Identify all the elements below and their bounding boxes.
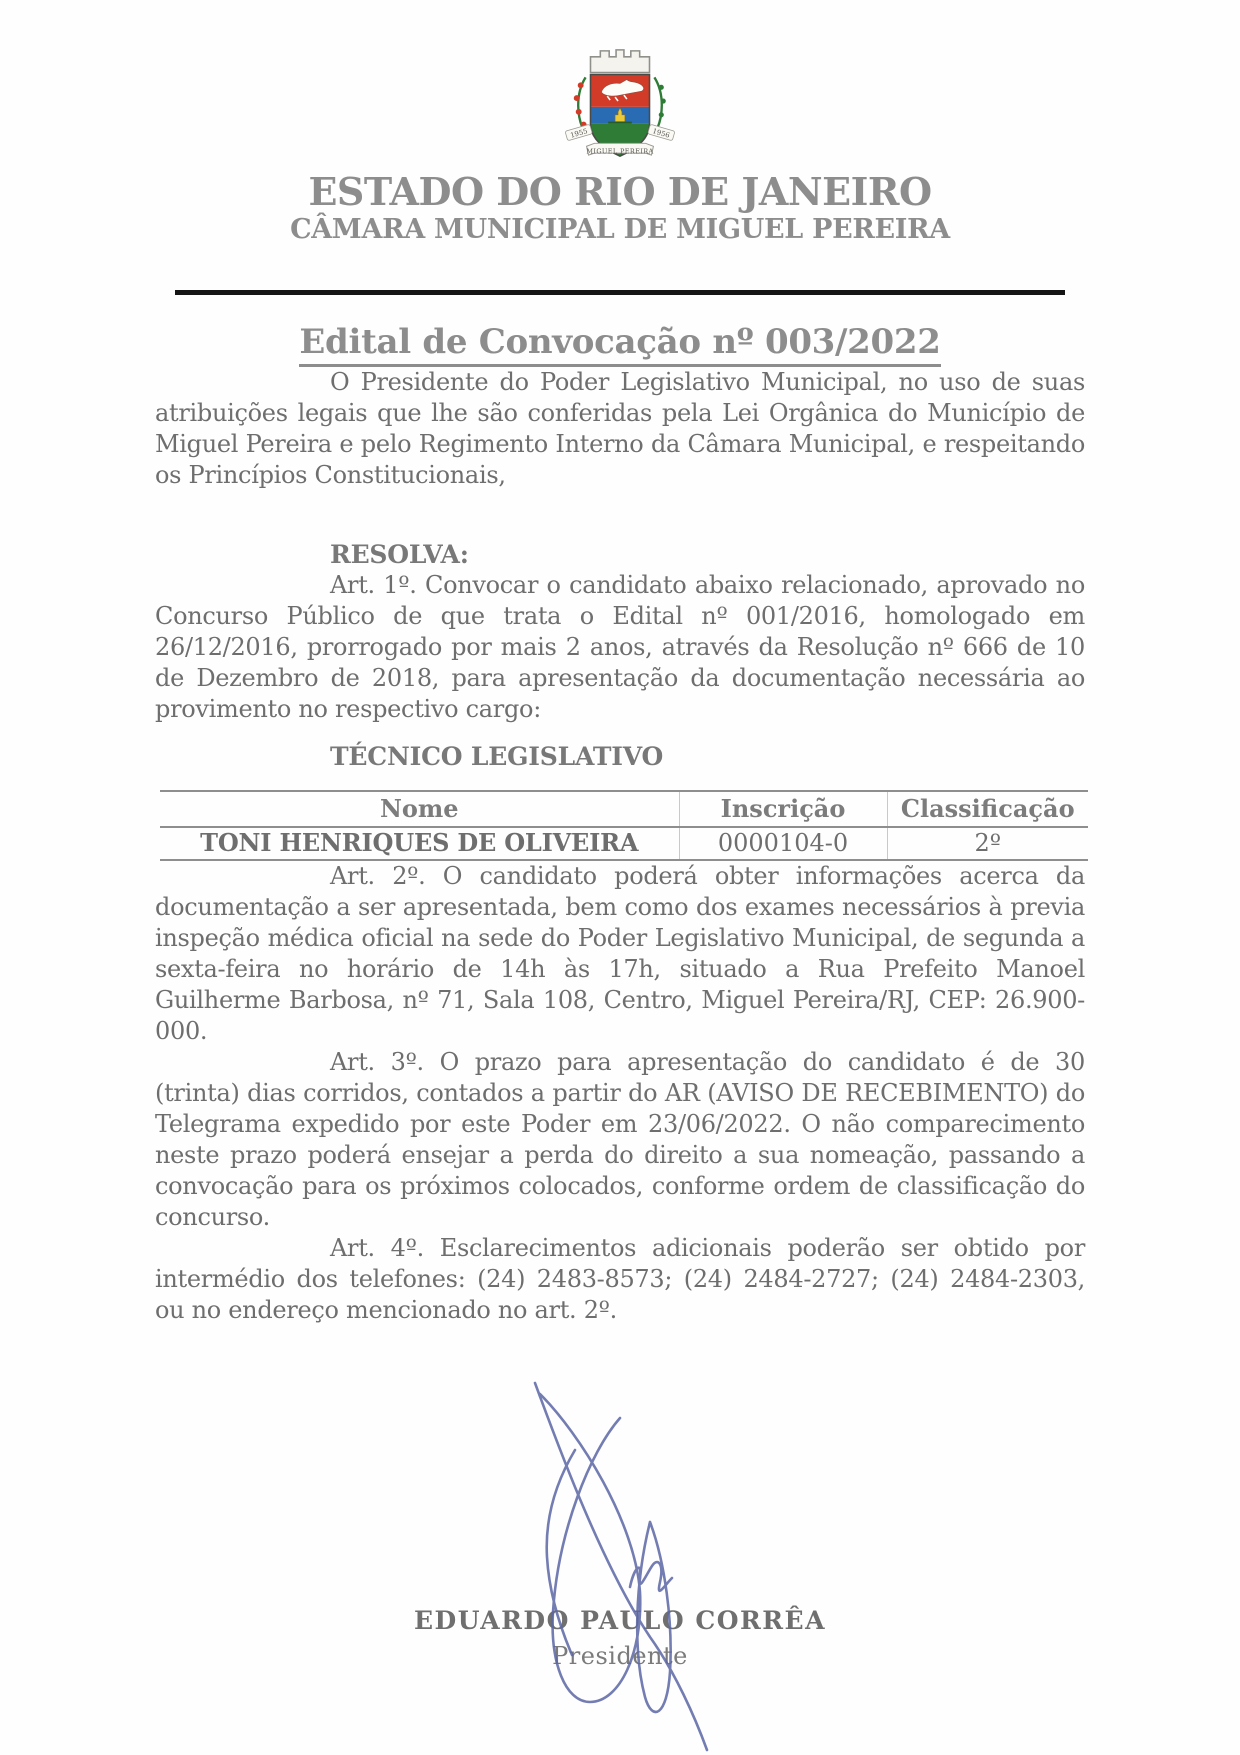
municipality-heading: CÂMARA MUNICIPAL DE MIGUEL PEREIRA	[290, 214, 950, 245]
intro-paragraph: O Presidente do Poder Legislativo Municipal, no uso de suas atribuições legais que lhe são conferidas pela Lei Orgânica do Município de Miguel Pereira e pelo Regimento Interno da Câmara Municipal, e respeitando os Princípios Constitucionais,	[155, 368, 1085, 489]
signer-name: EDUARDO PAULO CORRÊA	[413, 1606, 827, 1635]
article-3-paragraph: Art. 3º. O prazo para apresentação do candidato é de 30 (trinta) dias corridos, contados a partir do AR (AVISO DE RECEBIMENTO) do Telegrama expedido por este Poder em 23/06/2022. O não comparecimento neste prazo poderá ensejar a perda do direito a sua nomeação, passando a convocação para os próximos colocados, conforme ordem de classificação do concurso.	[155, 1048, 1085, 1231]
column-header-nome: Nome	[160, 791, 679, 827]
candidates-table	[160, 790, 1088, 861]
table-row	[160, 827, 1088, 860]
column-header-inscricao: Inscrição	[679, 791, 887, 827]
article-4-paragraph: Art. 4º. Esclarecimentos adicionais poderão ser obtido por intermédio dos telefones: (24) 2483-8573; (24) 2484-2727; (24) 2484-2303, ou no endereço mencionado no art. 2º.	[155, 1234, 1085, 1324]
cell-candidate-name: TONI HENRIQUES DE OLIVEIRA	[160, 827, 679, 860]
article-1-paragraph: Art. 1º. Convocar o candidato abaixo relacionado, aprovado no Concurso Público de que trata o Edital nº 001/2016, homologado em 26/12/2016, prorrogado por mais 2 anos, através da Resolução nº 666 de 10 de Dezembro de 2018, para apresentação da documentação necessária ao provimento no respectivo cargo:	[155, 571, 1085, 723]
position-heading: TÉCNICO LEGISLATIVO	[330, 742, 664, 771]
motto-label: MIGUEL PEREIRA	[586, 147, 654, 156]
document-title: Edital de Convocação nº 003/2022	[299, 321, 940, 367]
year-right-label: 1956	[651, 127, 671, 140]
cell-candidate-classificacao: 2º	[887, 827, 1088, 860]
table-header-row	[160, 791, 1088, 827]
ribbon-right	[648, 124, 675, 141]
cell-candidate-inscricao: 0000104-0	[679, 827, 887, 860]
handwritten-signature	[450, 1372, 730, 1755]
signer-role: Presidente	[552, 1642, 688, 1670]
state-heading: ESTADO DO RIO DE JANEIRO	[308, 169, 932, 214]
year-left-label: 1955	[569, 127, 589, 140]
resolve-heading: RESOLVA:	[330, 540, 469, 569]
article-2-paragraph: Art. 2º. O candidato poderá obter informações acerca da documentação a ser apresentada, bem como dos exames necessários à previa inspeção médica oficial na sede do Poder Legislativo Municipal, de segunda a sexta-feira no horário de 14h às 17h, situado a Rua Prefeito Manoel Guilherme Barbosa, nº 71, Sala 108, Centro, Miguel Pereira/RJ, CEP: 26.900-000.	[155, 862, 1085, 1045]
motto-banner	[586, 143, 653, 155]
coat-of-arms	[561, 42, 679, 164]
crown-icon	[591, 50, 650, 73]
ribbon-left	[565, 124, 592, 141]
letterhead-rule	[175, 290, 1065, 295]
document-body	[155, 321, 1085, 1326]
column-header-classificacao: Classificação	[887, 791, 1088, 827]
coat-of-arms-graphic	[561, 42, 679, 164]
